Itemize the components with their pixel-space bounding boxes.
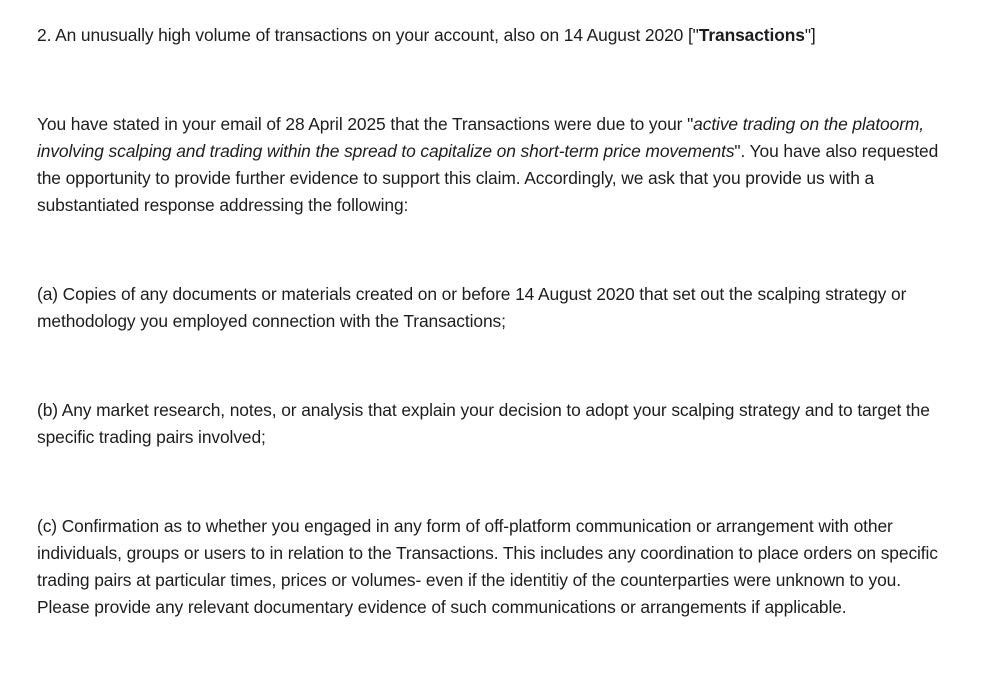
paragraph-text: "] — [804, 25, 816, 45]
paragraph-request-c: (c) Confirmation as to whether you engaged in any form of off-platform communication or arrangement with other individuals, groups or users to in relation to the Transactions. This includes any coordination to place orders on specific trading pairs at particular times, prices or volumes- even if the identitiy of the counterparties were unknown to you. Please provide any relevant documentary evidence of such communications or arrangements if applicable. — [37, 516, 938, 617]
paragraph-text: You have stated in your email of 28 April 2025 that the Transactions were due to your " — [37, 114, 694, 134]
paragraph-text: ". You have also requested the opportunity to provide further evidence to support this claim. Accordingly, we ask that you provide us with a substantiated response addressing the following: — [37, 141, 939, 215]
document-body — [37, 22, 957, 621]
paragraph-request-b: (b) Any market research, notes, or analysis that explain your decision to adopt your scalping strategy and to target the specific trading pairs involved; — [37, 400, 930, 447]
defined-term: Transactions — [698, 25, 805, 45]
quoted-statement: active trading on the platoorm, involving scalping and trading within the spread to capitalize on short-term price movements — [37, 114, 924, 161]
paragraph-spacer — [37, 335, 957, 397]
paragraph-spacer — [37, 49, 957, 111]
paragraph-client-statement — [37, 111, 957, 219]
paragraph-text: 2. An unusually high volume of transactions on your account, also on 14 August 2020 [" — [37, 25, 699, 45]
paragraph-request-a: (a) Copies of any documents or materials created on or before 14 August 2020 that set out the scalping strategy or methodology you employed connection with the Transactions; — [37, 284, 907, 331]
paragraph-spacer — [37, 219, 957, 281]
paragraph-transactions-definition — [37, 22, 957, 49]
paragraph-spacer — [37, 451, 957, 513]
